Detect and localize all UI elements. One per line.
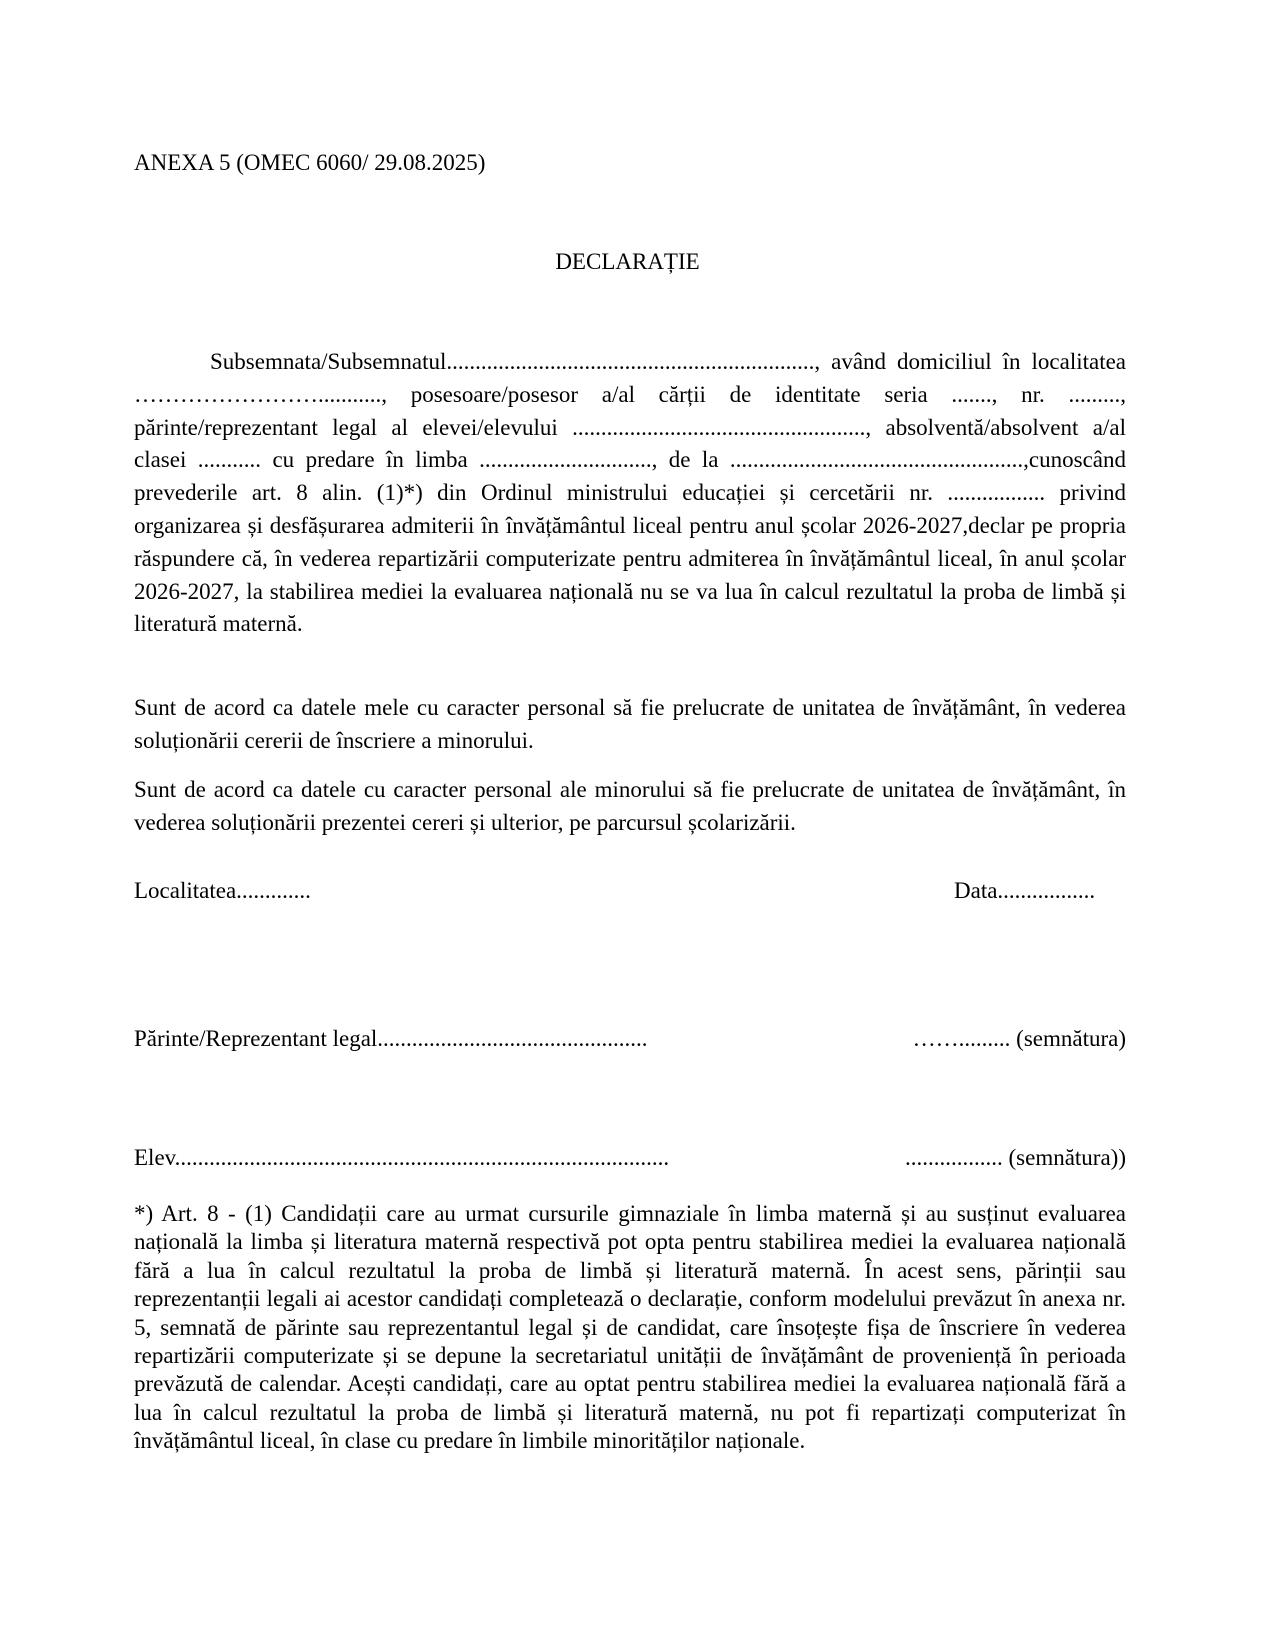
- date-field: Data.................: [954, 878, 1096, 903]
- declaration-paragraph: Subsemnata/Subsemnatul................................................................, având domiciliul în localitatea ……………………..........., posesoare/posesor a/al cărții de identitate seria ......., nr. ........., părinte/reprezentant legal al elevei/elevului ..................................................., absolventă/absolvent a/al clasei ........... cu predare în limba .............................., de la ...................................................,cunoscând prevederile art. 8 alin. (1)*) din Ordinul ministrului educației și cercetării nr. ................. privind organizarea și desfășurarea admiterii în învățământul liceal pentru anul școlar 2026-2027,declar pe propria răspundere că, în vederea repartizării computerizate pentru admiterea în învățământul liceal, în anul școlar 2026-2027, la stabilirea mediei la evaluarea națională nu se va lua în calcul rezultatul la proba de limbă și literatură maternă.: [134, 349, 1126, 637]
- footnote-art-8: *) Art. 8 - (1) Candidații care au urmat cursurile gimnaziale în limba maternă și au susținut evaluarea națională la limba și literatura maternă respectivă pot opta pentru stabilirea mediei la evaluarea națională fără a lua în calcul rezultatul la proba de limbă și literatură maternă. În acest sens, părinții sau reprezentanții legali ai acestor candidați completează o declarație, conform modelului prevăzut în anexa nr. 5, semnată de părinte sau reprezentantul legal și de candidat, care însoțește fișa de înscriere în vederea repartizării computerizate și se depune la secretariatul unității de învățământ de proveniență în perioada prevăzută de calendar. Acești candidați, care au optat pentru stabilirea mediei la evaluarea națională fără a lua în calcul rezultatul la proba de limbă și literatură maternă, nu pot fi repartizați computerizat în învățământul liceal, în clase cu predare în limbile minorităților naționale.: [134, 1201, 1126, 1454]
- student-signature-field: ................. (semnătura)): [905, 1145, 1126, 1170]
- parent-signature-field: ……......... (semnătura): [912, 1026, 1126, 1051]
- locality-field: Localitatea.............: [134, 878, 311, 903]
- document-title: DECLARAȚIE: [555, 249, 700, 274]
- consent-paragraph-minor-data: Sunt de acord ca datele cu caracter personal ale minorului să fie prelucrate de unitatea de învățământ, în vederea soluționării prezentei cereri și ulterior, pe parcursul școlarizării.: [134, 777, 1126, 835]
- consent-paragraph-personal-data: Sunt de acord ca datele mele cu caracter personal să fie prelucrate de unitatea de învățământ, în vederea soluționării cererii de înscriere a minorului.: [134, 695, 1126, 753]
- parent-name-field: Părinte/Reprezentant legal...............................................: [134, 1026, 648, 1051]
- student-name-field: Elev......................................................................................: [134, 1145, 670, 1170]
- annex-label: ANEXA 5 (OMEC 6060/ 29.08.2025): [134, 150, 486, 175]
